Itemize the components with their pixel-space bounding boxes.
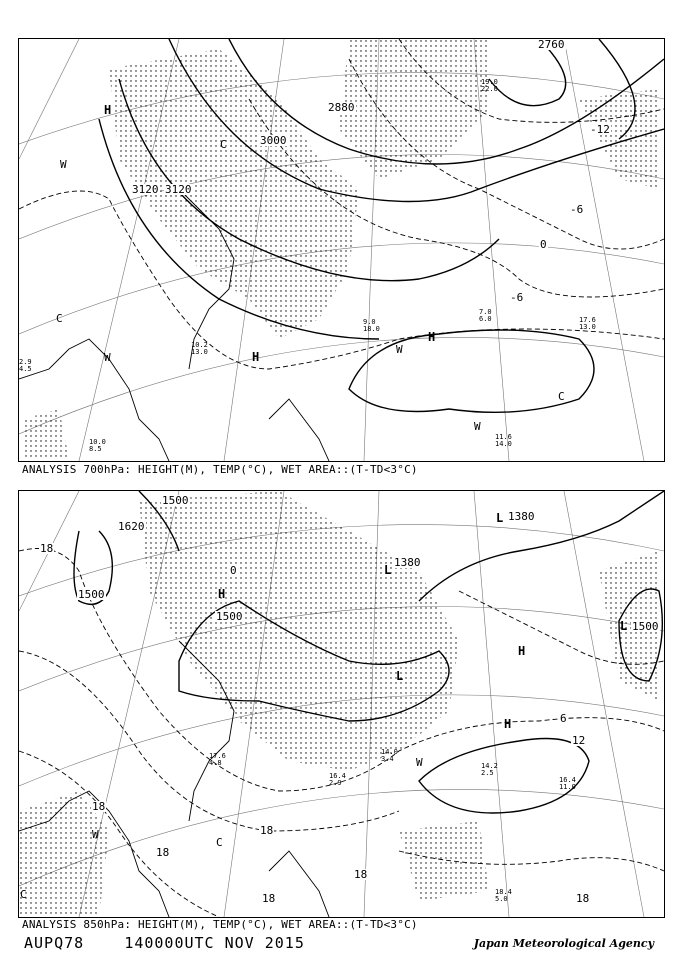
cold-center-label: C xyxy=(20,888,27,901)
station-plot: 19.0 22.0 xyxy=(481,78,498,93)
station-plot: 10.2 13.0 xyxy=(191,341,208,356)
contour-label: 18 xyxy=(156,846,170,859)
contour-label: 1620 xyxy=(118,520,145,533)
chart-product-id xyxy=(24,934,305,952)
low-center-label: L xyxy=(384,563,392,577)
contour-label: 1380 xyxy=(394,556,421,569)
contour-label: 0 xyxy=(230,564,237,577)
high-center-label: H xyxy=(504,717,512,731)
wet-areas-850 xyxy=(19,491,659,917)
high-center-label: H xyxy=(252,350,260,364)
valid-time: 140000UTC NOV 2015 xyxy=(124,934,305,952)
contour-label: 3120 xyxy=(165,183,192,196)
contour-label: 2880 xyxy=(328,101,355,114)
panel-caption-850: ANALYSIS 850hPa: HEIGHT(M), TEMP(°C), WET AREA::(T-TD<3°C) xyxy=(22,918,418,931)
warm-center-label: W xyxy=(396,343,403,356)
contour-label: 18 xyxy=(92,800,106,813)
contour-label: 6 xyxy=(560,712,567,725)
contour-label: 2760 xyxy=(538,38,565,51)
station-plot: 17.6 13.0 xyxy=(579,316,596,331)
panel-caption-700: ANALYSIS 700hPa: HEIGHT(M), TEMP(°C), WET AREA::(T-TD<3°C) xyxy=(22,463,418,476)
high-center-label: H xyxy=(428,330,436,344)
station-plot: 14.0 3.4 xyxy=(381,748,398,763)
warm-center-label: W xyxy=(416,756,423,769)
warm-center-label: W xyxy=(104,351,111,364)
station-plot: 7.0 6.0 xyxy=(479,308,492,323)
station-plot: 18.4 5.0 xyxy=(495,888,512,903)
contour-label: 3000 xyxy=(260,134,287,147)
contour-label: 0 xyxy=(540,238,547,251)
low-center-label: L xyxy=(620,619,628,633)
agency-credit: Japan Meteorological Agency xyxy=(473,937,654,950)
warm-center-label: W xyxy=(92,828,99,841)
contour-label: 12 xyxy=(572,734,586,747)
contour-label: 18 xyxy=(40,542,54,555)
cold-center-label: C xyxy=(220,138,227,151)
contour-label: 18 xyxy=(262,892,276,905)
station-plot: 9.0 18.0 xyxy=(363,318,380,333)
warm-center-label: W xyxy=(474,420,481,433)
low-center-label: L xyxy=(496,511,504,525)
station-plot: 16.4 11.0 xyxy=(559,776,576,791)
high-center-label: H xyxy=(518,644,526,658)
station-plot: 10.0 8.5 xyxy=(89,438,106,453)
high-center-label: H xyxy=(104,103,112,117)
low-center-label: L xyxy=(396,669,404,683)
contour-label: 18 xyxy=(260,824,274,837)
contour-label: 1500 xyxy=(632,620,659,633)
cold-center-label: C xyxy=(56,312,63,325)
station-plot: 2.9 4.5 xyxy=(19,358,32,373)
contour-label: 1500 xyxy=(78,588,105,601)
station-plot: 14.2 2.5 xyxy=(481,762,498,777)
contour-label: 1500 xyxy=(162,494,189,507)
station-plot: 16.4 2.9 xyxy=(329,772,346,787)
station-plot: 17.6 4.8 xyxy=(209,752,226,767)
map-panel-850hpa xyxy=(18,490,665,918)
contour-label: -6 xyxy=(510,291,524,304)
cold-center-label: C xyxy=(558,390,565,403)
contour-label: 1500 xyxy=(216,610,243,623)
cold-center-label: C xyxy=(216,836,223,849)
contour-label: 18 xyxy=(576,892,590,905)
station-plot: 11.6 14.0 xyxy=(495,433,512,448)
contour-label: 3120 xyxy=(132,183,159,196)
contour-label: -12 xyxy=(590,123,610,136)
contour-label: 18 xyxy=(354,868,368,881)
contour-label: 1380 xyxy=(508,510,535,523)
map-panel-700hpa xyxy=(18,38,665,462)
contour-label: -6 xyxy=(570,203,584,216)
product-code: AUPQ78 xyxy=(24,934,85,952)
warm-center-label: W xyxy=(60,158,67,171)
map-850-graphics xyxy=(19,491,664,917)
high-center-label: H xyxy=(218,587,226,601)
